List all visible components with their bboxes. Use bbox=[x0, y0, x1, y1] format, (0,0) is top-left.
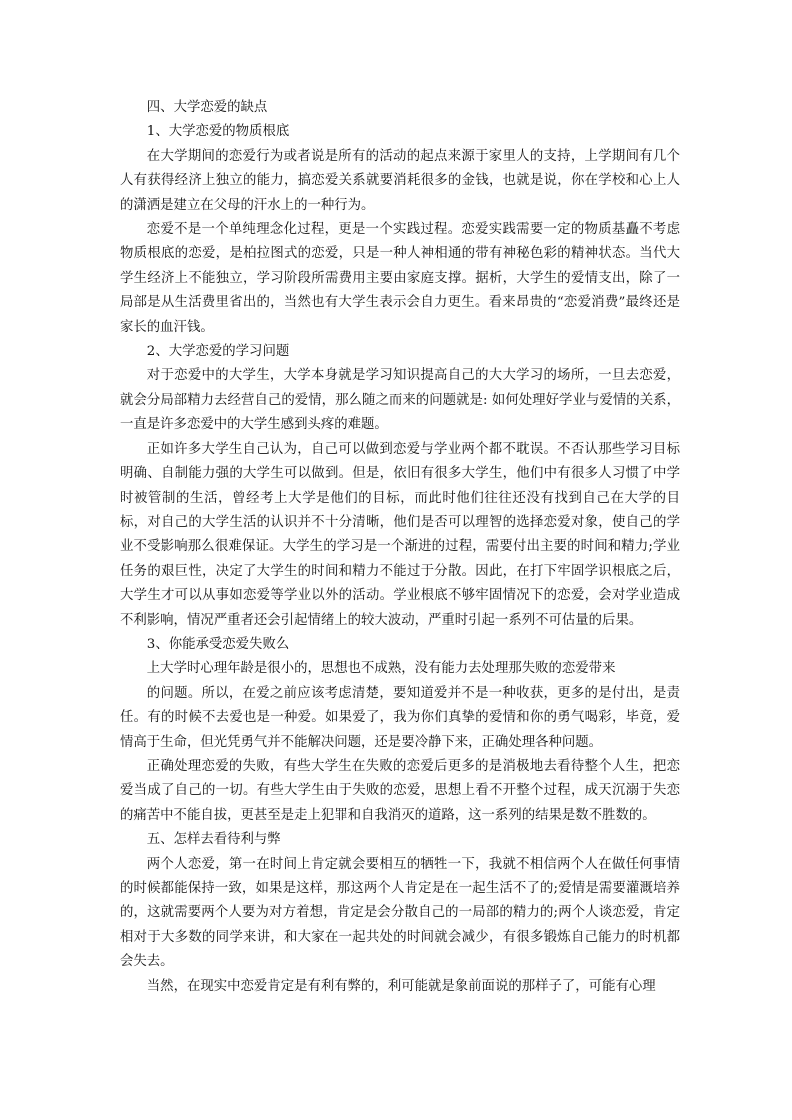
body-paragraph: 在大学期间的恋爱行为或者说是所有的活动的起点来源于家里人的支持，上学期间有几个人有获得经济上独立的能力，搞恋爱关系就要消耗很多的金钱，也就是说，你在学校和心上人的潇洒是建立在父母的汗水上的一种行为。 bbox=[120, 148, 680, 213]
subsection-heading: 2、大学恋爱的学习问题 bbox=[146, 344, 290, 360]
section-heading: 四、大学恋爱的缺点 bbox=[146, 100, 268, 115]
subsection-heading: 1、大学恋爱的物质根底 bbox=[146, 124, 290, 140]
subsection-heading: 3、你能承受恋爱失败么 bbox=[146, 636, 290, 652]
body-paragraph: 恋爱不是一个单纯理念化过程，更是一个实践过程。恋爱实践需要一定的物质基矗不考虑物质根底的恋爱，是柏拉图式的恋爱，只是一种人神相通的带有神秘色彩的精神状态。当代大学生经济上不能独立，学习阶段所需费用主要由家庭支撑。据析，大学生的爱情支出，除了一局部是从生活费里省出的，当然也有大学生表示会自力更生。看来昂贵的“恋爱消费”最终还是家长的血汗钱。 bbox=[120, 222, 680, 335]
body-paragraph: 对于恋爱中的大学生，大学本身就是学习知识提高自己的大大学习的场所，一旦去恋爱，就会分局部精力去经营自己的爱情，那么随之而来的问题就是: 如何处理好学业与爱情的关系，一直是许多恋爱中的大学生感到头疼的难题。 bbox=[120, 368, 680, 433]
document-page bbox=[120, 96, 680, 999]
body-paragraph-continued: 的问题。所以，在爱之前应该考虑清楚，要知道爱并不是一种收获，更多的是付出，是责任。有的时候不去爱也是一种爱。如果爱了，我为你们真挚的爱情和你的勇气喝彩，毕竟，爱情高于生命，但光凭勇气并不能解决问题，还是要冷静下来，正确处理各种问题。 bbox=[120, 685, 680, 750]
body-paragraph: 上大学时心理年龄是很小的，思想也不成熟，没有能力去处理那失败的恋爱带来 bbox=[146, 661, 616, 677]
body-paragraph: 正如许多大学生自己认为，自己可以做到恋爱与学业两个都不耽误。不否认那些学习目标明确、自制能力强的大学生可以做到。但是，依旧有很多大学生，他们中有很多人习惯了中学时被管制的生活，曾经考上大学是他们的目标，而此时他们往往还没有找到自己在大学的目标，对自己的大学生活的认识并不十分清晰，他们是否可以理智的选择恋爱对象，使自己的学业不受影响那么很难保证。大学生的学习是一个渐进的过程，需要付出主要的时间和精力;学业任务的艰巨性，决定了大学生的时间和精力不能过于分散。因此，在打下牢固学识根底之后，大学生才可以从事如恋爱等学业以外的活动。学业根底不够牢固情况下的恋爱，会对学业造成不利影响，情况严重者还会引起情绪上的较大波动，严重时引起一系列不可估量的后果。 bbox=[120, 441, 680, 628]
body-paragraph: 两个人恋爱，第一在时间上肯定就会要相互的牺牲一下，我就不相信两个人在做任何事情的时候都能保持一致，如果是这样，那这两个人肯定是在一起生活不了的;爱情是需要灌溉培养的，这就需要两个人要为对方着想，肯定是会分散自己的一局部的精力的;两个人谈恋爱，肯定相对于大多数的同学来讲，和大家在一起共处的时间就会减少，有很多锻炼自己能力的时机都会失去。 bbox=[120, 856, 680, 970]
body-paragraph: 正确处理恋爱的失败，有些大学生在失败的恋爱后更多的是消极地去看待整个人生，把恋爱当成了自己的一切。有些大学生由于失败的恋爱，思想上看不开整个过程，成天沉溺于失恋的痛苦中不能自拔，更甚至是走上犯罪和自我消灭的道路，这一系列的结果是数不胜数的。 bbox=[120, 758, 680, 823]
section-heading: 五、怎样去看待利与弊 bbox=[146, 832, 281, 848]
body-paragraph: 当然，在现实中恋爱肯定是有利有弊的，利可能就是象前面说的那样子了，可能有心理 bbox=[146, 978, 656, 994]
